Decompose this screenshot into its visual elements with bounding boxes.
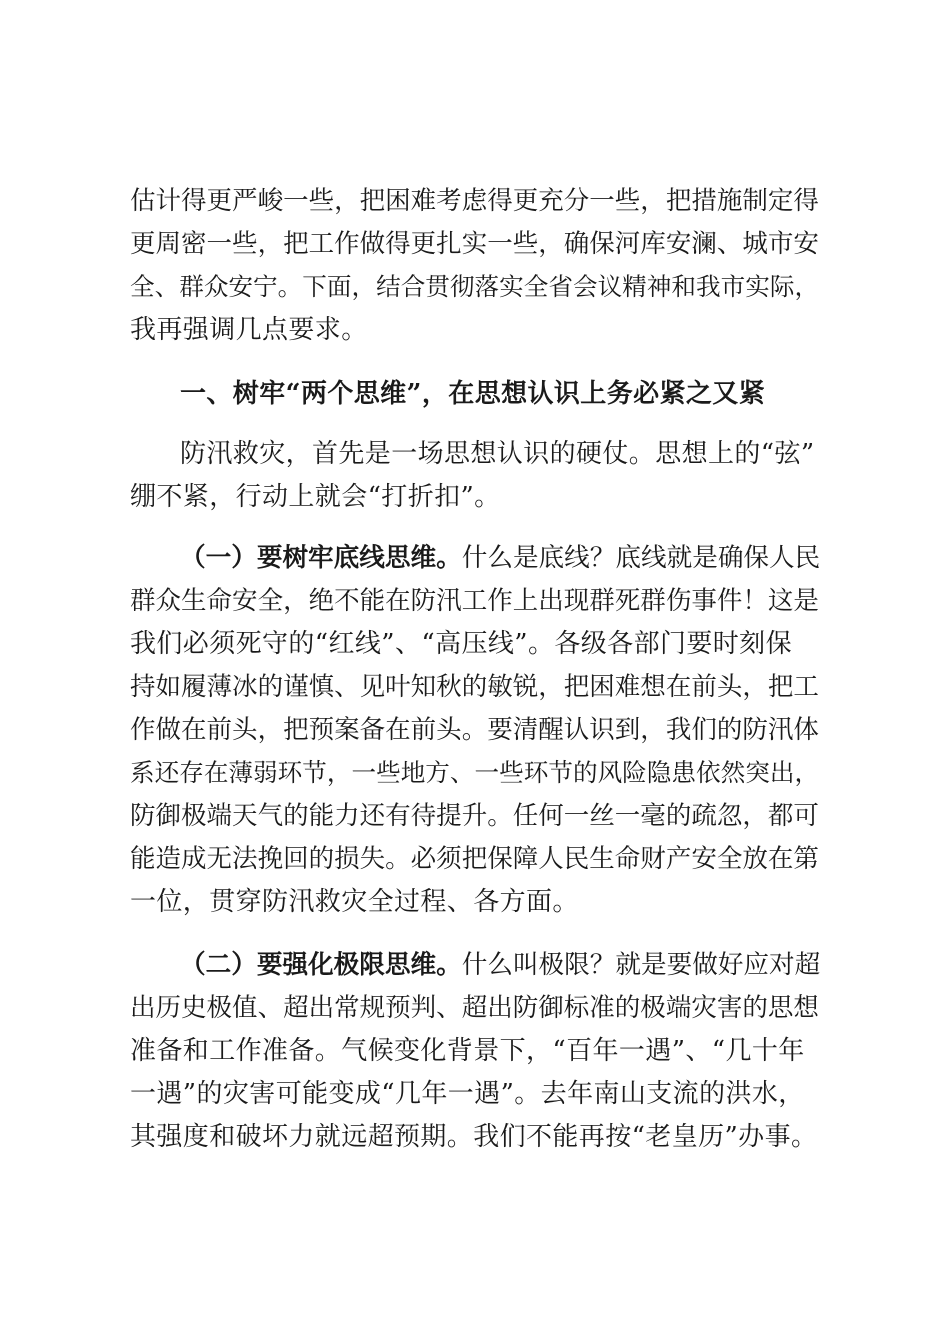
paragraph-line: 防汛救灾，首先是一场思想认识的硬仗。思想上的“弦” — [180, 439, 815, 469]
paragraph-line: 全、群众安宁。下面，结合贯彻落实全省会议精神和我市实际， — [130, 272, 820, 301]
subsection-1-title: （一）要树牢底线思维。 — [180, 543, 462, 573]
paragraph-line: 一遇”的灾害可能变成“几年一遇”。去年南山支流的洪水， — [130, 1079, 805, 1109]
paragraph-line: 我再强调几点要求。 — [130, 315, 368, 345]
paragraph-line: 更周密一些，把工作做得更扎实一些，确保河库安澜、城市安 — [130, 229, 819, 259]
paragraph-line: 准备和工作准备。气候变化背景下，“百年一遇”、“几十年 — [130, 1036, 805, 1066]
paragraph-line: 其强度和破坏力就远超预期。我们不能再按“老皇历”办事。 — [130, 1122, 818, 1152]
subsection-2-first-line — [0, 947, 950, 983]
subsection-2-first-line-text: 什么叫极限？就是要做好应对超 — [461, 950, 821, 980]
subsection-1-first-line — [0, 540, 950, 576]
paragraph-line: 能造成无法挽回的损失。必须把保障人民生命财产安全放在第 — [130, 844, 819, 874]
paragraph-line: 防御极端天气的能力还有待提升。任何一丝一毫的疏忽，都可 — [130, 801, 819, 831]
paragraph-line: 作做在前头，把预案备在前头。要清醒认识到，我们的防汛体 — [130, 715, 819, 745]
section-heading: 一、树牢“两个思维”，在思想认识上务必紧之又紧 — [180, 379, 766, 409]
subsection-2-title: （二）要强化极限思维。 — [180, 950, 462, 980]
paragraph-line: 一位，贯穿防汛救灾全过程、各方面。 — [130, 887, 579, 917]
paragraph-line: 绷不紧，行动上就会“打折扣”。 — [130, 482, 501, 512]
paragraph-line: 出历史极值、超出常规预判、超出防御标准的极端灾害的思想 — [130, 993, 819, 1023]
subsection-1-first-line-text: 什么是底线？底线就是确保人民 — [461, 543, 821, 573]
paragraph-line: 系还存在薄弱环节，一些地方、一些环节的风险隐患依然突出， — [130, 758, 820, 787]
paragraph-line: 估计得更严峻一些，把困难考虑得更充分一些，把措施制定得 — [130, 186, 819, 216]
paragraph-line: 群众生命安全，绝不能在防汛工作上出现群死群伤事件！这是 — [130, 586, 819, 616]
paragraph-line: 持如履薄冰的谨慎、见叶知秋的敏锐，把困难想在前头，把工 — [130, 672, 819, 702]
paragraph-line: 我们必须死守的“红线”、“高压线”。各级各部门要时刻保 — [130, 629, 792, 659]
